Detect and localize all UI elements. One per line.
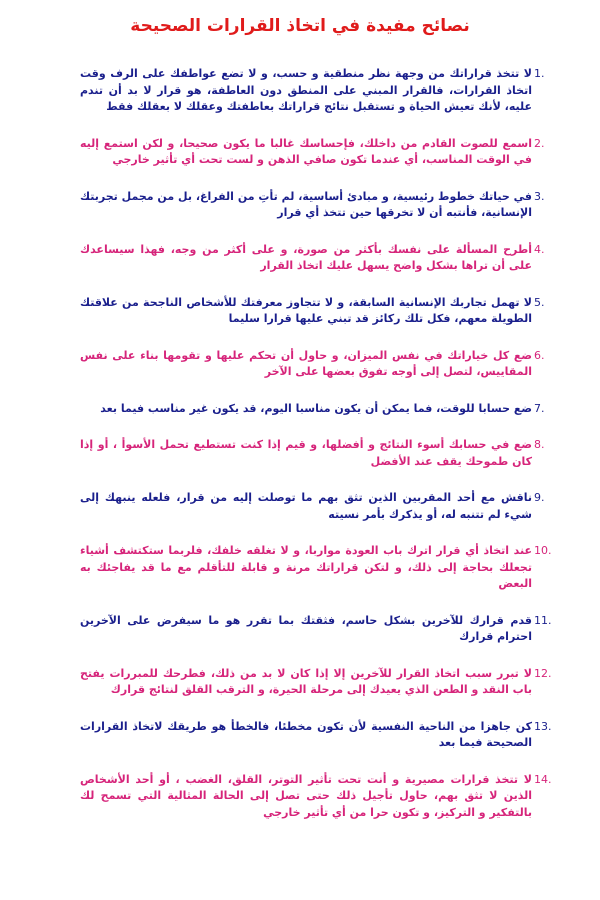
list-item [80, 295, 545, 328]
list-item [80, 401, 545, 418]
list-item [80, 66, 545, 116]
item-text: قدم قرارك للآخرين بشكل حاسم، فثقتك بما تقرر هو ما سيفرض على الآخرين احترام قرارك [80, 613, 532, 643]
item-number: 14. [534, 772, 552, 786]
list-item [80, 242, 545, 275]
item-text: لا تهمل تجاربك الإنسانية السابقة، و لا تتجاوز معرفتك للأشخاص الناجحة من علاقتك الطويلة معهم، فكل تلك ركائز قد تبني عليها قرارا سليما [80, 295, 532, 325]
item-text: ضع حسابا للوقت، فما يمكن أن يكون مناسبا اليوم، قد يكون غير مناسب فيما بعد [100, 401, 532, 415]
item-text: في حياتك خطوط رئيسية، و مبادئ أساسية، لم تأتِ من الفراغ، بل من مجمل تجربتك الإنسانية، فأنتبه أن لا تخرقها حين تتخذ أي قرار [80, 189, 532, 219]
item-number: 1. [534, 67, 545, 80]
tips-list [80, 66, 552, 841]
item-number: 7. [534, 401, 545, 415]
list-item [80, 490, 545, 523]
item-number: 8. [534, 438, 545, 451]
item-text: لا تتخذ قرارات مصيرية و أنت تحت تأثير التوتر، القلق، الغضب ، أو أحد الأشخاص الذين لا تثق بهم، حاول تأجيل ذلك حتى تصل إلى الحالة المثالية التي تسمح لك بالتفكير و التركيز، و تكون حرا من أي تأثير خارجي [80, 772, 532, 819]
page-title: نصائح مفيدة في اتخاذ القرارات الصحيحة [130, 16, 470, 36]
list-item [80, 666, 552, 699]
item-number: 10. [534, 544, 552, 557]
item-text: كن جاهزا من الناحية النفسية لأن تكون مخطئا، فالخطأ هو طريقك لاتخاذ القرارات الصحيحة فيما بعد [80, 719, 532, 749]
item-text: ضع في حسابك أسوء النتائج و أفضلها، و قيم إذا كنت تستطيع تحمل الأسوأ ، أو إذا كان طموحك يقف عند الأفضل [80, 438, 532, 468]
list-item [80, 719, 552, 752]
item-text: لا تبرر سبب اتخاذ القرار للآخرين إلا إذا كان لا بد من ذلك، فطرحك للمبررات يفتح باب النقد و الطعن الذي يعيدك إلى مرحلة الحيرة، و الترقب القلق لنتائج قرارك [80, 666, 532, 696]
item-text: عند اتخاذ أي قرار اترك باب العودة مواربا، و لا تغلقه خلفك، فلربما ستكتشف أشياء تجعلك بحاجة إلى ذلك، و لتكن قراراتك مرنة و قابلة للتأقلم مع ما قد يفاجئك به البعض [80, 544, 532, 590]
list-item [80, 348, 545, 381]
list-item [80, 543, 552, 593]
item-number: 12. [534, 666, 552, 680]
item-text: لا تتخذ قراراتك من وجهة نظر منطقية و حسب، و لا تضع عواطفك على الرف وقت اتخاذ القرارات، فالقرار المبني على المنطق دون العاطفة، هو قرار لا بد أن تندم عليه، لأنك تعيش الحياة و تستقبل نتائج قراراتك بعاطفتك وعقلك لا بعقلك فقط [80, 67, 532, 113]
item-text: أطرح المسألة على نفسك بأكثر من صورة، و على أكثر من وجه، فهذا سيساعدك على أن تراها بشكل واضح يسهل عليك اتخاذ القرار [80, 242, 532, 272]
item-text: ناقش مع أحد المقربين الذين تثق بهم ما توصلت إليه من قرار، فلعله ينبهك إلى شيء لم تتنبه له، أو يذكرك بأمر نسيته [80, 491, 532, 521]
list-item [80, 772, 552, 822]
item-number: 2. [534, 136, 545, 150]
item-number: 11. [534, 613, 552, 627]
list-item [80, 136, 545, 169]
item-text: اسمع للصوت القادم من داخلك، فإحساسك غالبا ما يكون صحيحا، و لكن استمع إليه في الوقت المناسب، أي عندما تكون صافي الذهن و لست تحت أي تأثير خارجي [80, 136, 532, 166]
item-number: 6. [534, 348, 545, 362]
item-text: ضع كل خياراتك في نفس الميزان، و حاول أن تحكم عليها و تقومها بناء على نفس المقاييس، لتصل إلى أوجه تفوق بعضها على الآخر [80, 348, 532, 378]
list-item [80, 613, 552, 646]
item-number: 13. [534, 719, 552, 733]
list-item [80, 437, 545, 470]
list-item [80, 189, 545, 222]
item-number: 3. [534, 189, 545, 203]
item-number: 4. [534, 242, 545, 256]
item-number: 5. [534, 295, 545, 309]
item-number: 9. [534, 491, 545, 504]
